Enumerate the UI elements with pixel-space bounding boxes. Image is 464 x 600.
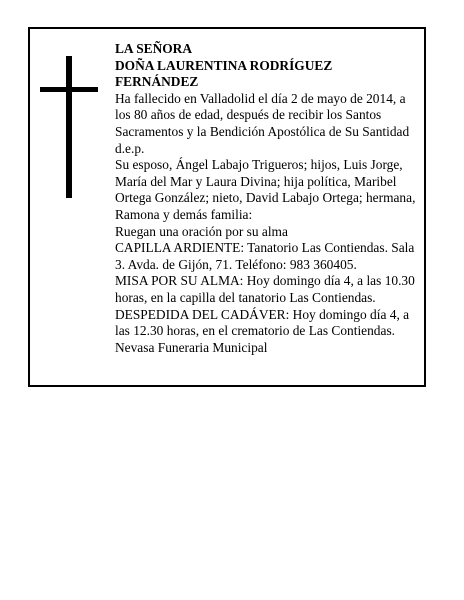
funeral-home: Nevasa Funeraria Municipal	[115, 339, 268, 355]
death-paragraph: Ha fallecido en Valladolid el día 2 de mayo de 2014, a los 80 años de edad, después de recibir los Santos Sacramentos y la Bendición Apostólica de Su Santidad	[115, 90, 410, 139]
deceased-name-line1: DOÑA LAURENTINA RODRÍGUEZ	[115, 57, 333, 73]
cross-icon	[66, 56, 72, 198]
deceased-name-line2: FERNÁNDEZ	[115, 74, 199, 90]
obituary-text	[115, 41, 423, 356]
chapel-paragraph: CAPILLA ARDIENTE: Tanatorio Las Contiendas. Sala 3. Avda. de Gijón, 71. Teléfono: 983 360405.	[115, 240, 415, 272]
family-paragraph: Su esposo, Ángel Labajo Trigueros; hijos, Luis Jorge, María del Mar y Laura Divina; hija política, Maribel Ortega González; nieto, David Labajo Ortega; hermana, Ramona y demás familia:	[115, 157, 416, 222]
dep-text: d.e.p.	[115, 140, 145, 156]
prayer-request: Ruegan una oración por su alma	[115, 223, 288, 239]
notice-heading: LA SEÑORA	[115, 41, 193, 56]
farewell-paragraph: DESPEDIDA DEL CADÁVER: Hoy domingo día 4, a las 12.30 horas, en el crematorio de Las Contiendas.	[115, 306, 410, 339]
cross-icon-bar	[40, 87, 98, 92]
mass-paragraph: MISA POR SU ALMA: Hoy domingo día 4, a las 10.30 horas, en la capilla del tanatorio Las Contiendas.	[115, 273, 415, 305]
obituary-notice	[28, 27, 426, 387]
